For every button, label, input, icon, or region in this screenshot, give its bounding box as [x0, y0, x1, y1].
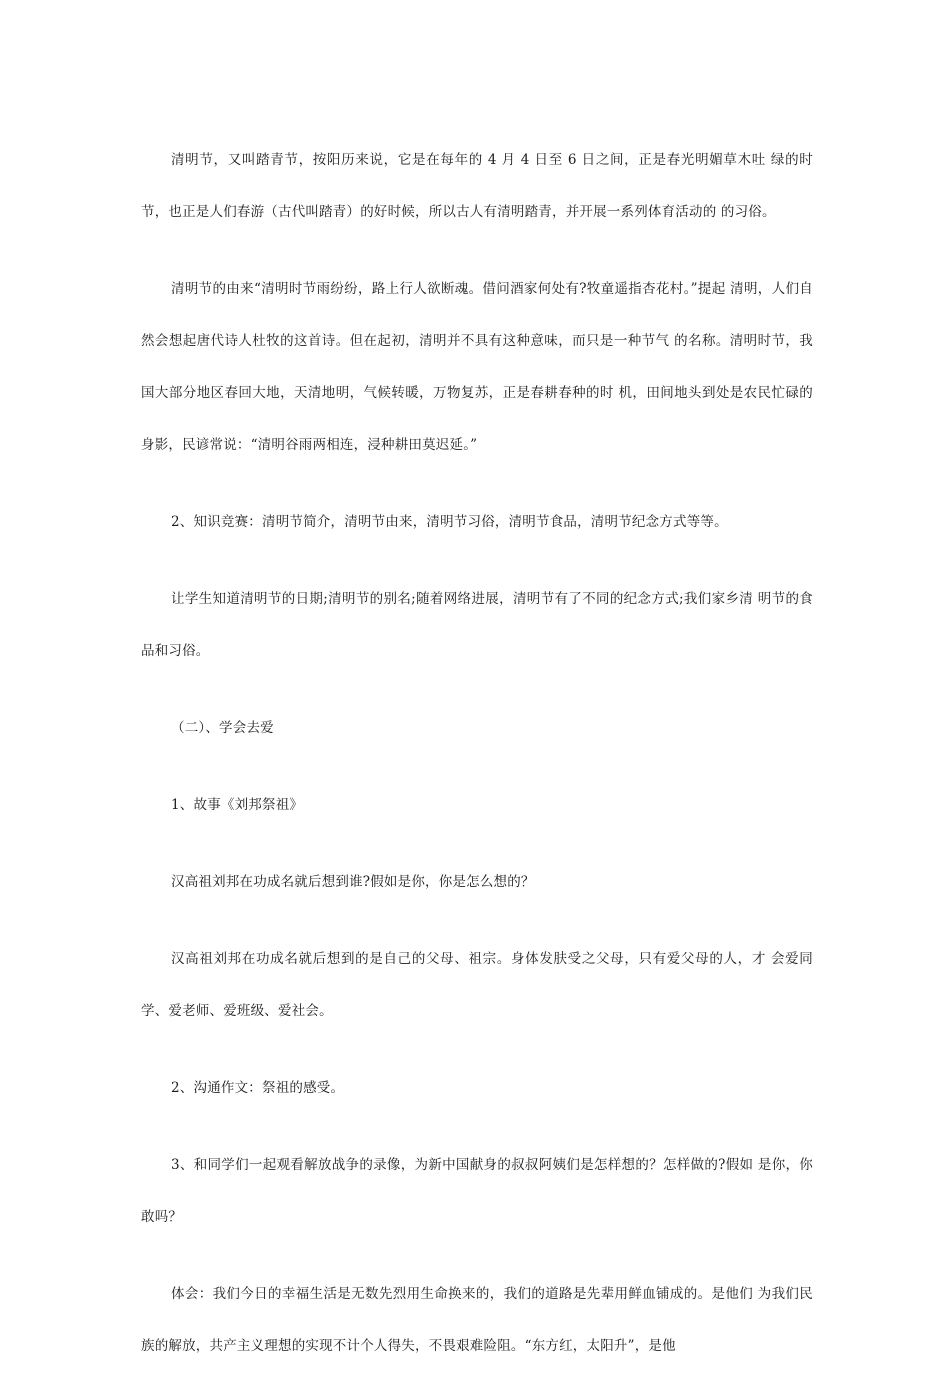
paragraph-reflection: 体会：我们今日的幸福生活是无数先烈用生命换来的，我们的道路是先辈用鲜血铺成的。是他们 为我们民族的解放，共产主义理想的实现不计个人得失，不畏艰难险阻。“东方红，太阳升”，是他 — [141, 1286, 813, 1354]
paragraph-composition: 2、沟通作文：祭祖的感受。 — [171, 1080, 345, 1096]
paragraph-knowledge-quiz: 2、知识竞赛：清明节简介，清明节由来，清明节习俗，清明节食品，清明节纪念方式等等。 — [171, 514, 728, 530]
paragraph-qingming-intro: 清明节，又叫踏青节，按阳历来说，它是在每年的 4 月 4 日至 6 日之间，正是春光明媚草木吐 绿的时节，也正是人们春游（古代叫踏青）的好时候，所以古人有清明踏青，并开展一系列体育活动的 的习俗。 — [141, 152, 813, 220]
paragraph-student-goals: 让学生知道清明节的日期;清明节的别名;随着网络进展，清明节有了不同的纪念方式;我们家乡清 明节的食品和习俗。 — [141, 591, 813, 659]
paragraph-story-answer: 汉高祖刘邦在功成名就后想到的是自己的父母、祖宗。身体发肤受之父母，只有爱父母的人，才 会爱同学、爱老师、爱班级、爱社会。 — [141, 951, 813, 1019]
paragraph-video-discussion: 3、和同学们一起观看解放战争的录像，为新中国献身的叔叔阿姨们是怎样想的？怎样做的?假如 是你，你敢吗？ — [141, 1157, 813, 1225]
paragraph-story-title: 1、故事《刘邦祭祖》 — [171, 797, 304, 813]
paragraph-qingming-origin: 清明节的由来“清明时节雨纷纷，路上行人欲断魂。借问酒家何处有?牧童遥指杏花村。”提起 清明，人们自然会想起唐代诗人杜牧的这首诗。但在起初，清明并不具有这种意味，而只是一种节气 的名称。清明时节，我国大部分地区春回大地，天清地明，气候转暖，万物复苏，正是春耕春种的时 机，田间地头到处是农民忙碌的身影，民谚常说：“清明谷雨两相连，浸种耕田莫迟延。” — [141, 281, 813, 453]
document-body — [141, 134, 813, 1397]
paragraph-story-question: 汉高祖刘邦在功成名就后想到谁?假如是你，你是怎么想的？ — [171, 874, 535, 890]
section-heading-learn-to-love: （二）、学会去爱 — [171, 720, 274, 736]
